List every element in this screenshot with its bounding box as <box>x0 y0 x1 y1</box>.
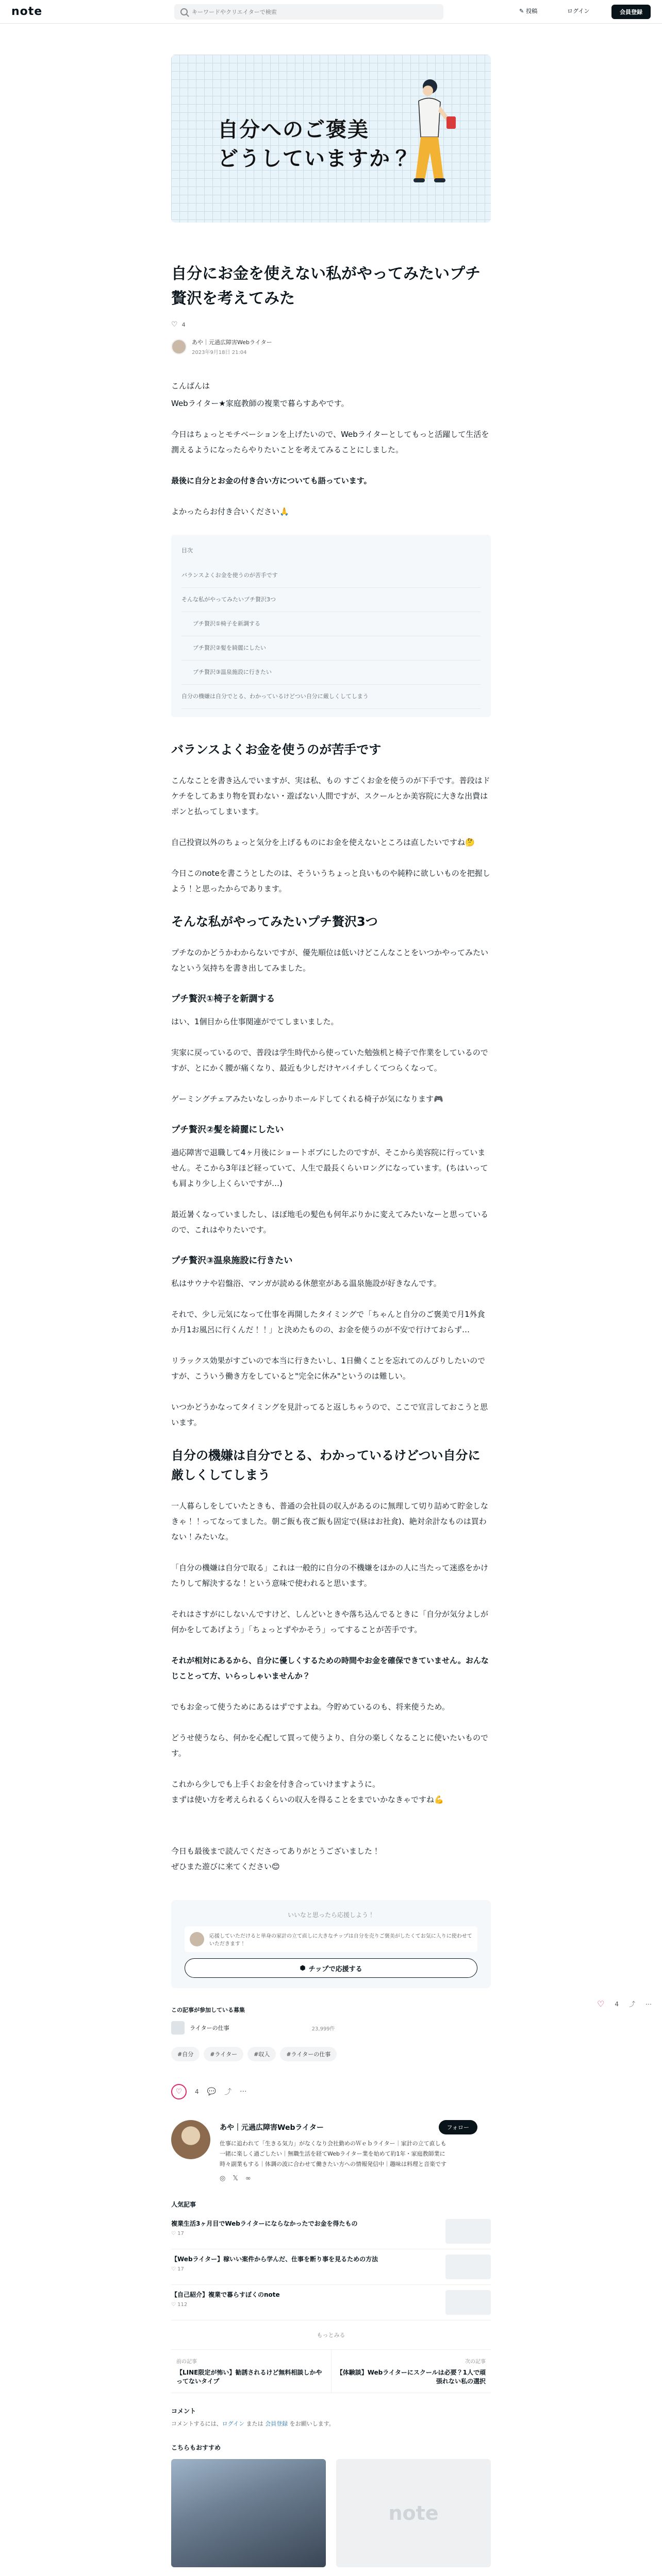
prev-title[interactable]: 【LINE限定が怖い】勧誘されるけど無料相談しかやってないタイプ <box>176 2369 322 2385</box>
closing-paragraph: 今日も最後まで読んでくださってありがとうございました！ ぜひまた遊びに来てください😊 <box>171 1846 380 1871</box>
pencil-icon: ✎ <box>519 7 524 14</box>
article-body <box>171 378 491 1874</box>
paragraph: 自己投資以外のちょっと気分を上げるものにお金を使えないところは直したいですね🤔 <box>171 838 475 847</box>
tag[interactable]: #ライターの仕事 <box>280 2047 337 2061</box>
post-label: 投稿 <box>526 8 538 14</box>
section-heading: バランスよくお金を使うのが苦手です <box>171 742 382 757</box>
support-message-text: 応援していただけると単身の家計の立て直しに大きなチップは自分を売りご褒美がしたくてお気に入りに使わせていただきます！ <box>209 1934 472 1947</box>
toc-item[interactable]: プチ贅沢③温泉施設に行きたい <box>181 660 481 685</box>
popular-title[interactable]: 複業生活3ヶ月目でWebライターにならなかったでお金を得たもの <box>171 2220 358 2227</box>
more-icon[interactable]: ⋯ <box>646 2000 652 2008</box>
like-count: 4 <box>195 2088 199 2095</box>
article-nav <box>171 2349 491 2393</box>
like-count: 112 <box>177 2302 188 2308</box>
tip-button[interactable] <box>185 1958 477 1978</box>
social-links <box>220 2175 477 2182</box>
section-heading: そんな私がやってみたいプチ贅沢3つ <box>171 914 378 929</box>
paragraph: こんばんは <box>171 381 210 391</box>
avatar[interactable] <box>171 339 187 354</box>
comment-text: コメントするには、 <box>171 2420 222 2427</box>
tag[interactable]: #収入 <box>247 2047 276 2061</box>
paragraph: 今日はちょっとモチベーションを上げたいので、Webライターとしてもっと活躍して生活を潤えるようになったらやりたいことを考えてみることにしました。 <box>171 430 489 454</box>
share-icon[interactable]: ⤴ <box>628 2001 635 2008</box>
paragraph: はい、1個目から仕事関連がでてしまいました。 <box>171 1017 339 1026</box>
register-link[interactable]: 会員登録 <box>265 2420 288 2427</box>
next-article[interactable] <box>331 2350 491 2393</box>
tip-label: チップで応援する <box>308 1965 362 1973</box>
magazine-count: 23,999件 <box>311 2026 335 2032</box>
article-title: 自分にお金を使えない私がやってみたいプチ贅沢を考えてみた <box>171 265 481 308</box>
paragraph: Webライター★家庭教師の複業で暮らすあやです。 <box>171 399 349 408</box>
search-input[interactable] <box>192 9 439 15</box>
author-name[interactable]: あや｜元過広障害Webライター <box>192 339 272 346</box>
paragraph: でもお金って使うためにあるはずですよね。今貯めているのも、将来使うため。 <box>171 1702 450 1711</box>
toc-heading[interactable]: 目次 <box>181 547 193 554</box>
hero-image <box>171 55 491 223</box>
comment-text: または <box>244 2420 266 2427</box>
paragraph: 私はサウナや岩盤浴、マンガが読める休憩室がある温泉施設が好きなんです。 <box>171 1279 441 1288</box>
next-title[interactable]: 【体験談】Webライターにスクールは必要？1人で頑張れない私の選択 <box>336 2369 486 2385</box>
popular-likes: ♡ 17 <box>171 2266 184 2272</box>
list-item[interactable] <box>171 2285 491 2320</box>
post-button[interactable] <box>519 7 537 15</box>
popular-likes: ♡ 112 <box>171 2302 188 2308</box>
popular-title[interactable]: 【自己紹介】複業で暮らすぼくのnote <box>171 2291 280 2298</box>
tag[interactable]: #ライター <box>204 2047 243 2061</box>
more-icon[interactable]: ··· <box>240 2088 247 2096</box>
comment-notice <box>171 2419 491 2428</box>
recommend-heading: こちらもおすすめ <box>171 2444 221 2451</box>
paragraph: リラックス効果がすごいので本当に行きたいし、1日働くことを忘れてのんびりしたいのですが、こういう働き方をしていると"完全に休み"というのは難しい。 <box>171 1356 486 1381</box>
recommend-list <box>171 2459 491 2567</box>
toc-item[interactable]: プチ贅沢①椅子を新調する <box>181 612 481 636</box>
like-row <box>171 320 491 329</box>
recommend-thumbnail[interactable] <box>171 2459 326 2567</box>
recommend-thumbnail[interactable] <box>336 2459 491 2567</box>
paragraph: それで、少し元気になって仕事を再開したタイミングで「ちゃんと自分のご褒美で月1外食か月1お風呂に行くんだ！！」と決めたものの、お金を使うのが不安で行けておらず… <box>171 1310 485 1334</box>
heart-icon[interactable]: ♡ <box>597 1999 605 2009</box>
comment-text: をお願いします。 <box>288 2420 335 2427</box>
magazine-name[interactable]: ライターの仕事 <box>190 2025 229 2031</box>
paragraph: いつかどうかなってタイミングを見計ってると返しちゃうので、ここで宣言しておこうと思います。 <box>171 1402 488 1427</box>
prev-article[interactable] <box>171 2350 331 2393</box>
publish-date: 2023年9月18日 21:04 <box>192 350 247 355</box>
toc-item[interactable]: プチ贅沢②髪を綺麗にしたい <box>181 636 481 660</box>
support-prompt: いいなと思ったら応援しよう！ <box>287 1911 374 1919</box>
share-icon[interactable]: ⤴ <box>224 2088 232 2096</box>
author-row[interactable] <box>171 338 491 355</box>
paragraph: よかったらお付き合いください🙏 <box>171 507 289 516</box>
tag[interactable]: #自分 <box>171 2047 200 2061</box>
author-card <box>171 2120 491 2182</box>
toc-item[interactable]: そんな私がやってみたいプチ贅沢3つ <box>181 588 481 612</box>
link-icon[interactable]: ∞ <box>245 2175 251 2182</box>
table-of-contents <box>171 535 491 717</box>
instagram-icon[interactable]: ◎ <box>220 2175 226 2182</box>
popular-thumbnail[interactable] <box>445 2219 491 2244</box>
support-message <box>185 1926 477 1952</box>
like-count: 17 <box>177 2231 184 2236</box>
site-header <box>0 0 662 24</box>
login-link[interactable]: ログイン <box>567 8 590 14</box>
note-logo: note <box>388 2502 439 2524</box>
paragraph: これから少しでも上手くお金を付き合っていけますように。 まずは使い方を考えられるくらいの収入を得ることをまでいかなきゃですね💪 <box>171 1780 444 1804</box>
article-actions <box>171 2084 491 2099</box>
paragraph: どうせ使うなら、何かを心配して買って使うより、自分の楽しくなることに使いたいものです。 <box>171 1733 489 1758</box>
support-box <box>171 1900 491 1988</box>
like-count: 17 <box>177 2266 184 2272</box>
subsection-heading: プチ贅沢②髪を綺麗にしたい <box>171 1125 284 1135</box>
heart-icon[interactable]: ♡ <box>171 320 178 329</box>
prev-label: 前の記事 <box>176 2359 197 2365</box>
list-item[interactable] <box>171 2214 491 2249</box>
register-button[interactable]: 会員登録 <box>611 5 651 19</box>
author-bio: 仕事に追われて「生きる気力」がなくなり会社勤めのＷｅｂライター｜家計の立て直しも一緒に楽しく過ごしたい｜無職生活を経てWebライター業を始めて約1年・家庭教師業に時々副業もする｜体調の波に合わせて働きたい方への情報発信中｜趣味は料理と音楽です <box>220 2140 446 2167</box>
search-bar[interactable] <box>174 4 443 20</box>
paragraph: ゲーミングチェアみたいなしっかりホールドしてくれる椅子が気になります🎮 <box>171 1094 443 1104</box>
search-icon <box>180 8 188 15</box>
paragraph: プチなのかどうかわからないですが、優先順位は低いけどこんなことをいつかやってみたいなという気持ちを書き出してみました。 <box>171 948 489 973</box>
like-button[interactable]: ♡ <box>171 2084 187 2099</box>
popular-title[interactable]: 【Webライター】稼いい案件から学んだ、仕事を断り事を見るための方法 <box>171 2256 378 2263</box>
paragraph: こんなことを書き込んでいますが、実は私、もの すごくお金を使うのが下手です。普段はドケチをしてあまり物を買わない・遊ばない人間ですが、スクールとか美容院に大きな出費はポンと払ってしまいます。 <box>171 776 490 816</box>
hero-illustration <box>398 75 460 199</box>
magazine-thumbnail <box>171 2021 185 2035</box>
paragraph: 実家に戻っているので、普段は学生時代から使っていた勉強机と椅子で作業をしているのですが、とにかく腰が痛くなり、最近も少しだけヤバイチしくてつらくなって。 <box>171 1048 488 1073</box>
follow-button[interactable]: フォロー <box>439 2120 477 2134</box>
paragraph: 一人暮らしをしていたときも、普通の会社員の収入があるのに無理して切り詰めて貯金しなきゃ！！ってなってました。朝ご飯も夜ご飯も固定で(昼はお社食)、絶対余計なものは買わない！みたいな。 <box>171 1501 489 1541</box>
popular-heading: 人気記事 <box>171 2201 196 2208</box>
comment-heading: コメント <box>171 2408 196 2415</box>
comment-icon[interactable]: 💬 <box>207 2088 217 2096</box>
paragraph: 過応障害で退職して4ヶ月後にショートボブにしたのですが、そこから美容院に行っていません。そこから3年ほど経っていて、人生で最長くらいロングになっています。(ちはいっても肩より少し上くらいですが…) <box>171 1148 488 1188</box>
magazine-item[interactable] <box>171 2021 491 2035</box>
toc-item[interactable]: 自分の機嫌は自分でとる、わかっているけどつい自分に厳しくしてしまう <box>181 685 481 709</box>
x-icon[interactable]: 𝕏 <box>233 2175 238 2182</box>
next-label: 次の記事 <box>465 2359 486 2365</box>
magazine-label: この記事が参加している募集 <box>171 2007 245 2013</box>
paragraph: 最近暑くなっていましたし、ほぼ地毛の髪色も何年ぶりかに変えてみたいなーと思っているので、これはやりたいです。 <box>171 1210 489 1234</box>
popular-thumbnail[interactable] <box>445 2290 491 2315</box>
avatar <box>190 1932 204 1946</box>
avatar[interactable] <box>171 2120 210 2159</box>
tag-list <box>171 2047 491 2061</box>
article-column <box>171 55 491 2567</box>
toc-item[interactable]: バランスよくお金を使うのが苦手です <box>181 564 481 588</box>
section-heading: 自分の機嫌は自分でとる、わかっているけどつい自分に厳しくしてしまう <box>171 1448 481 1482</box>
paragraph: 「自分の機嫌は自分で取る」これは一般的に自分の不機嫌をほかの人に当たって迷惑をかけたりして解決するな！という意味で使われると思います。 <box>171 1563 489 1588</box>
hero-title: 自分へのご褒美 どうしていますか？ <box>218 118 412 171</box>
note-logo[interactable]: note <box>11 5 43 18</box>
more-link[interactable]: もっとみる <box>317 2332 345 2338</box>
paragraph: それが相対にあるから、自分に優しくするための時間やお金を確保できていません。おんなじことって方、いらっしゃいませんか？ <box>171 1656 489 1681</box>
like-count: 4 <box>615 2000 619 2008</box>
like-count: 4 <box>181 321 186 328</box>
list-item[interactable] <box>171 2249 491 2285</box>
popular-likes: ♡ 17 <box>171 2231 184 2236</box>
paragraph: それはさすがにしないんですけど、しんどいときや落ち込んでるときに「自分が気分よしが何かをしてあげよう」「ちょっとずやかそう」ってすることが苦手です。 <box>171 1609 489 1634</box>
floating-actions <box>597 1999 652 2009</box>
author-card-name[interactable]: あや｜元過広障害Webライター <box>220 2124 324 2132</box>
paragraph: 最後に自分とお金の付き合い方についても語っています。 <box>171 476 372 485</box>
login-link[interactable]: ログイン <box>222 2420 245 2427</box>
subsection-heading: プチ贅沢③温泉施設に行きたい <box>171 1256 293 1266</box>
paragraph: 今日このnoteを書こうとしたのは、そういうちょっと良いものや純粋に欲しいものを把握しよう！と思ったからであります。 <box>171 869 490 893</box>
popular-thumbnail[interactable] <box>445 2255 491 2279</box>
tip-icon: ⬢ <box>300 1964 306 1972</box>
subsection-heading: プチ贅沢①椅子を新調する <box>171 994 275 1004</box>
